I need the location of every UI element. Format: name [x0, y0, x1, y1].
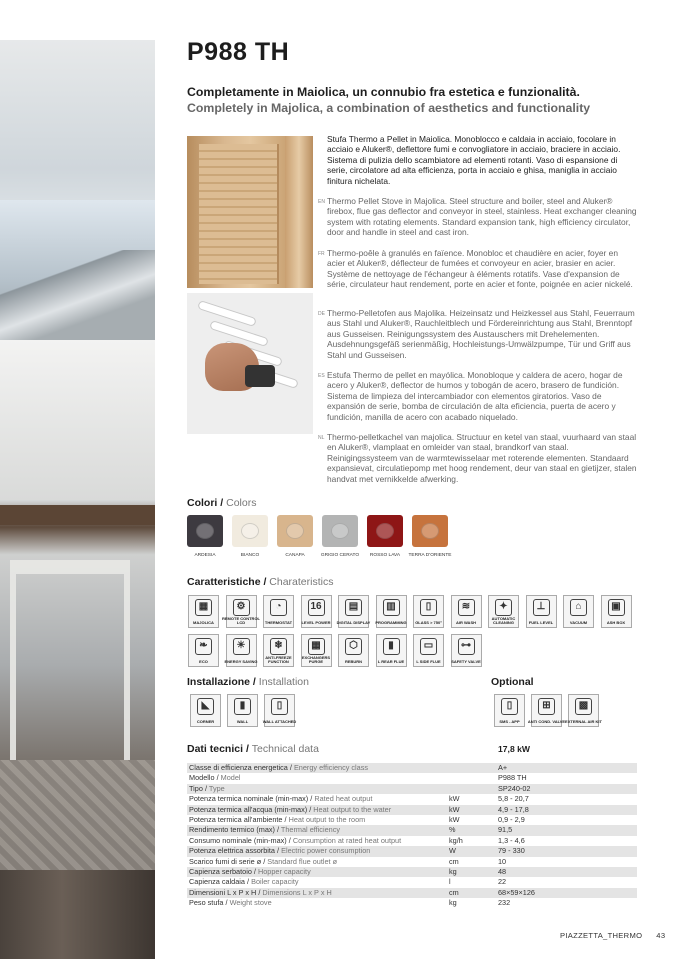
row-value: 4,9 - 17,8 [498, 804, 529, 814]
row-value: SP240-02 [498, 783, 531, 793]
icon-label: ANTI COND. VALVE [527, 719, 566, 725]
color-name: CANAPA [285, 553, 305, 558]
wall-glyph: ▮ [234, 698, 251, 715]
vent-slot [197, 300, 257, 327]
digital-display-icon [338, 595, 369, 628]
row-unit: kg [449, 866, 457, 876]
icon-label: FUEL LEVEL [528, 620, 554, 626]
safety-valve-icon [451, 634, 482, 667]
reburn-glyph: ⬡ [345, 638, 362, 655]
corner-glyph: ◣ [197, 698, 214, 715]
remote-control-glyph: ⚙ [233, 599, 250, 616]
air-wash-icon [451, 595, 482, 628]
row-label: Capienza serbatoio / Hopper capacity [189, 866, 311, 876]
row-label: Potenza termica nominale (min-max) / Rated heat output [189, 794, 373, 804]
row-value: 48 [498, 866, 507, 876]
icon-label: EXTERNAL AIR KIT [565, 719, 602, 725]
table-row [187, 836, 637, 846]
energy-saving-icon [226, 634, 257, 667]
color-swatch [232, 515, 268, 547]
row-value: 5,8 - 20,7 [498, 794, 529, 804]
color-name: TERRA D'ORIENTE [408, 553, 452, 558]
icon-label: L SIDE FLUE [416, 659, 441, 665]
swatch-sheen [421, 523, 439, 539]
level-power-glyph: 16 [308, 599, 325, 616]
color-swatch [322, 515, 358, 547]
icon-label: LEVEL POWER [301, 620, 331, 626]
color-name: ARDESIA [194, 553, 216, 558]
row-label-it: Capienza serbatoio [189, 866, 252, 876]
row-label-it: Potenza elettrica assorbita [189, 846, 275, 856]
row-label-en: Consumption at rated heat output [292, 835, 402, 845]
rear-flue-glyph: ▮ [383, 638, 400, 655]
icon-label: DIGITAL DISPLAY [336, 620, 371, 626]
table-row [187, 763, 637, 773]
icon-label: ECO [199, 659, 208, 665]
row-label-it: Consumo nominale (min-max) [189, 835, 287, 845]
row-label: Rendimento termico (max) / Thermal efficiency [189, 825, 340, 835]
row-unit: cm [449, 856, 459, 866]
wall-attached-glyph: ▯ [271, 698, 288, 715]
energy-saving-glyph: ☀ [233, 638, 250, 655]
row-unit: l [449, 877, 451, 887]
ash-box-glyph: ▣ [608, 599, 625, 616]
table-row [187, 773, 637, 783]
icon-label: WALL [236, 719, 249, 725]
row-label: Potenza termica all'ambiente / Heat output to the room [189, 814, 366, 824]
row-unit: % [449, 825, 456, 835]
row-label-en: Heat output to the water [313, 804, 392, 814]
icon-label: CORNER [196, 719, 215, 725]
sms-app-icon [494, 694, 525, 727]
exchangers-purge-glyph: ▦ [308, 638, 325, 655]
description-de: DE Thermo-Pelletofen aus Majolika. Heizeinsatz und Heizkessel aus Stahl, Feuerraum aus Stahl und Aluker®, Rauchleitblech und Fördereinrichtung aus Stahl, Brenntopf aus Gusseisen. Reinigungssystem des Austauschers mit Drehelementen. Ausdehnungsgefäß serienmäßig, Hochleistungs-Umwälzpumpe, Tür und Griff aus Stahl und Gusseisen. [318, 308, 635, 360]
installation-title: Installazione / Installation [187, 676, 309, 688]
digital-display-glyph: ▤ [345, 599, 362, 616]
icon-label: REBURN [344, 659, 363, 665]
interior-photo [0, 40, 155, 959]
rug [0, 760, 155, 870]
fuel-level-icon [526, 595, 557, 628]
row-label-it: Potenza termica nominale (min-max) [189, 794, 309, 804]
row-label-en: Rated heat output [314, 794, 373, 804]
row-label-en: Hopper capacity [257, 866, 311, 876]
icon-label: WALL ATTACHED [262, 719, 297, 725]
majolica-glyph: ▦ [195, 599, 212, 616]
eco-icon [188, 634, 219, 667]
colors-title: Colori / Colors [187, 497, 257, 509]
description-en: EN Thermo Pellet Stove in Majolica. Steel structure and boiler, steel and Aluker® firebox, flue gas deflector and conveyor in steel, stainless. Heat exchanger cleaning system with rotating elements. Standard expansion tank, high efficiency circulator, door and handle in steel and cast iron. [318, 196, 637, 238]
table-row [187, 784, 637, 794]
footer-brand: PIAZZETTA_THERMO [560, 931, 643, 940]
icon-label: SMS - APP [499, 719, 520, 725]
table-row [187, 877, 637, 887]
subtitle-italian: Completamente in Maiolica, un connubio fra estetica e funzionalità. [187, 85, 580, 99]
subtitle-english: Completely in Majolica, a combination of aesthetics and functionality [187, 101, 591, 115]
row-value: A+ [498, 763, 508, 772]
swatch-sheen [241, 523, 259, 539]
icon-label: ENERGY SAVING [224, 659, 258, 665]
reburn-icon [338, 634, 369, 667]
table-row [187, 794, 637, 804]
row-value: 22 [498, 877, 507, 887]
side-flue-icon [413, 634, 444, 667]
row-value: 0,9 - 2,9 [498, 814, 525, 824]
automatic-cleaning-icon [488, 595, 519, 628]
wall-attached-icon [264, 694, 295, 727]
rear-flue-icon [376, 634, 407, 667]
external-air-kit-glyph: ▩ [575, 698, 592, 715]
row-label-en: Thermal efficiency [280, 825, 340, 835]
row-label-it: Capienza caldaia [189, 877, 245, 887]
row-label-en: Heat output to the room [288, 814, 366, 824]
safety-valve-glyph: ⊶ [458, 638, 475, 655]
vacuum-icon [563, 595, 594, 628]
fuel-level-glyph: ⊥ [533, 599, 550, 616]
ash-box-icon [601, 595, 632, 628]
icon-label: AUTOMATIC CLEANING [491, 615, 516, 626]
table-row [187, 888, 637, 898]
row-label: Tipo / Type [189, 783, 225, 793]
icon-label: ASH BOX [606, 620, 626, 626]
row-label-it: Tipo [189, 783, 203, 793]
product-title: P988 TH [187, 38, 290, 66]
swatch-sheen [196, 523, 214, 539]
stove-door [199, 144, 279, 284]
row-label-it: Modello [189, 773, 215, 783]
glass-glyph: ▯ [420, 599, 437, 616]
row-value: 91,5 [498, 825, 513, 835]
color-swatch [277, 515, 313, 547]
table-row [187, 867, 637, 877]
row-unit: kW [449, 804, 460, 814]
tech-table [187, 763, 637, 908]
row-label: Peso stufa / Weight stove [189, 898, 272, 908]
row-label-en: Model [220, 773, 241, 783]
table-row [187, 898, 637, 908]
control-button [245, 365, 275, 387]
row-label-it: Dimensioni L x P x H [189, 887, 257, 897]
page-number: 43 [656, 931, 666, 940]
row-label-en: Energy efficiency class [293, 763, 369, 772]
row-unit: kg/h [449, 835, 463, 845]
table-row [187, 857, 637, 867]
row-label-it: Potenza termica all'acqua (min-max) [189, 804, 308, 814]
anti-freeze-glyph: ❄ [270, 638, 287, 655]
row-unit: kW [449, 814, 460, 824]
icon-label: SAFETY VALVE [451, 659, 481, 665]
automatic-cleaning-glyph: ✦ [495, 599, 512, 616]
chair [10, 560, 130, 760]
row-label-it: Peso stufa [189, 898, 224, 908]
row-label-it: Scarico fumi di serie ø [189, 856, 262, 866]
row-unit: W [449, 846, 456, 856]
wooden-beam [0, 505, 155, 525]
row-unit: kW [449, 794, 460, 804]
color-swatch [412, 515, 448, 547]
tech-title: Dati tecnici / Technical data [187, 743, 319, 755]
color-name: ROSSO LAVA [369, 553, 401, 558]
row-label-en: Electric power consumption [281, 846, 371, 856]
stove-image [187, 136, 313, 288]
table-row [187, 825, 637, 835]
row-value: 68×59×126 [498, 887, 535, 897]
glass-icon [413, 595, 444, 628]
icon-label: PROGRAMMING [375, 620, 407, 626]
icon-label: L REAR FLUE [377, 659, 405, 665]
swatch-sheen [331, 523, 349, 539]
swatch-sheen [286, 523, 304, 539]
majolica-icon [188, 595, 219, 628]
thermostat-glyph: ◔ [270, 599, 287, 616]
control-panel-image [187, 293, 313, 434]
color-swatch [367, 515, 403, 547]
color-name: GRIGIO CERATO [320, 553, 360, 558]
table-row [187, 815, 637, 825]
air-wash-glyph: ≋ [458, 599, 475, 616]
row-label-it: Rendimento termico (max) [189, 825, 275, 835]
row-label-en: Boiler capacity [251, 877, 299, 887]
anti-cond-valve-glyph: ⊞ [538, 698, 555, 715]
swatch-sheen [376, 523, 394, 539]
anti-cond-valve-icon [527, 694, 566, 727]
table-row [187, 805, 637, 815]
exchangers-purge-icon [301, 634, 332, 667]
color-name: BIANCO [240, 553, 260, 558]
row-label: Dimensioni L x P x H / Dimensions L x P x H [189, 887, 332, 897]
side-flue-glyph: ▭ [420, 638, 437, 655]
row-label-en: Type [208, 783, 225, 793]
icon-label: AIR WASH [456, 620, 476, 626]
row-label: Capienza caldaia / Boiler capacity [189, 877, 299, 887]
description-fr: FR Thermo-poêle à granulés en faïence. Monobloc et chaudière en acier, foyer en acier et Aluker®, déflecteur de fumées et convoyeur en acier, brasier en acier. Système de nettoyage de l'échangeur à éléments rotatifs. Vase d'expansion de série, circulateur haut rendement, porte en acier et fonte, poignée en acier nickelé. [318, 248, 633, 290]
row-value: 1,3 - 4,6 [498, 835, 525, 845]
row-label-en: Dimensions L x P x H [262, 887, 332, 897]
sms-app-glyph: ▯ [501, 698, 518, 715]
color-swatch [187, 515, 223, 547]
wood-floor [0, 870, 155, 959]
external-air-kit-icon [565, 694, 602, 727]
footer [560, 931, 665, 940]
row-label: Classe di efficienza energetica / Energy efficiency class [189, 763, 369, 772]
table-row [187, 846, 637, 856]
corner-icon [190, 694, 221, 727]
eco-glyph: ❧ [195, 638, 212, 655]
remote-control-icon [222, 595, 260, 628]
row-unit: kg [449, 898, 457, 908]
row-label: Modello / Model [189, 773, 241, 783]
icon-label: THERMOSTAT [264, 620, 293, 626]
features-title: Caratteristiche / Charateristics [187, 576, 334, 588]
level-power-icon [301, 595, 332, 628]
icon-label: REMOTE CONTROL LCD [222, 615, 260, 626]
thermostat-icon [263, 595, 294, 628]
row-label-en: Standard flue outlet ø [267, 856, 338, 866]
icon-label: ANTI-FREEZE FUNCTION [265, 654, 292, 665]
row-value: 79 - 330 [498, 846, 525, 856]
row-label: Potenza termica all'acqua (min-max) / Heat output to the water [189, 804, 392, 814]
anti-freeze-icon [263, 634, 294, 667]
kitchen-counter [0, 340, 155, 500]
row-label: Scarico fumi di serie ø / Standard flue outlet ø [189, 856, 338, 866]
row-label-it: Classe di efficienza energetica [189, 763, 288, 772]
programming-glyph: ▥ [383, 599, 400, 616]
description-es: ES Estufa Thermo de pellet en mayólica. Monobloque y caldera de acero, hogar de acero y Aluker®, deflector de humos y tobogán de acero, brasero de fundición. Sistema de limpieza del intercambiador con elementos giratorios. Vaso de expansión de serie, bomba de circulación de alta eficiencia, puerta de acero y fundición, manilla de acero con acabado niquelado. [318, 370, 623, 422]
row-label: Potenza elettrica assorbita / Electric power consumption [189, 846, 371, 856]
icon-label: EXCHANGERS PURGE [301, 654, 331, 665]
mountain-view [0, 250, 155, 340]
stove-side [285, 136, 313, 288]
icon-label: MAJOLICA [193, 620, 214, 626]
row-label-it: Potenza termica all'ambiente [189, 814, 283, 824]
optional-title: Optional [491, 676, 534, 688]
row-label: Consumo nominale (min-max) / Consumption at rated heat output [189, 835, 402, 845]
row-label-en: Weight stove [229, 898, 272, 908]
icon-label: GLASS > 750° [415, 620, 442, 626]
row-unit: cm [449, 887, 459, 897]
vacuum-glyph: ⌂ [570, 599, 587, 616]
programming-icon [376, 595, 407, 628]
row-value: 10 [498, 856, 507, 866]
tech-model-power: 17,8 kW [498, 744, 531, 754]
description-it: Stufa Thermo a Pellet in Maiolica. Monoblocco e caldaia in acciaio, focolare in acciaio e Aluker®, deflettore fumi e convogliatore in acciaio, braciere in acciaio. Sistema di pulizia dello scambiatore ad elementi rotanti. Vaso di espansione di serie, circolatore ad alta efficienza, porta in acciaio e ghisa, maniglia in acciaio finitura nichelata. [327, 134, 621, 186]
icon-label: VACUUM [569, 620, 588, 626]
row-value: P988 TH [498, 773, 527, 783]
description-nl: NL Thermo-pelletkachel van majolica. Structuur en ketel van staal, vuurhaard van staal en Aluker®, vlamplaat en omleider van staal, brandkorf van staal. Reinigingssysteem van de warmtewisselaar met roterende elementen. Standaard expansievat, circulatiepomp met hoog rendement, deur van staal en gietijzer, stalen handvat met vernikkelde afwerking. [318, 432, 637, 484]
row-value: 232 [498, 898, 511, 908]
wall-icon [227, 694, 258, 727]
